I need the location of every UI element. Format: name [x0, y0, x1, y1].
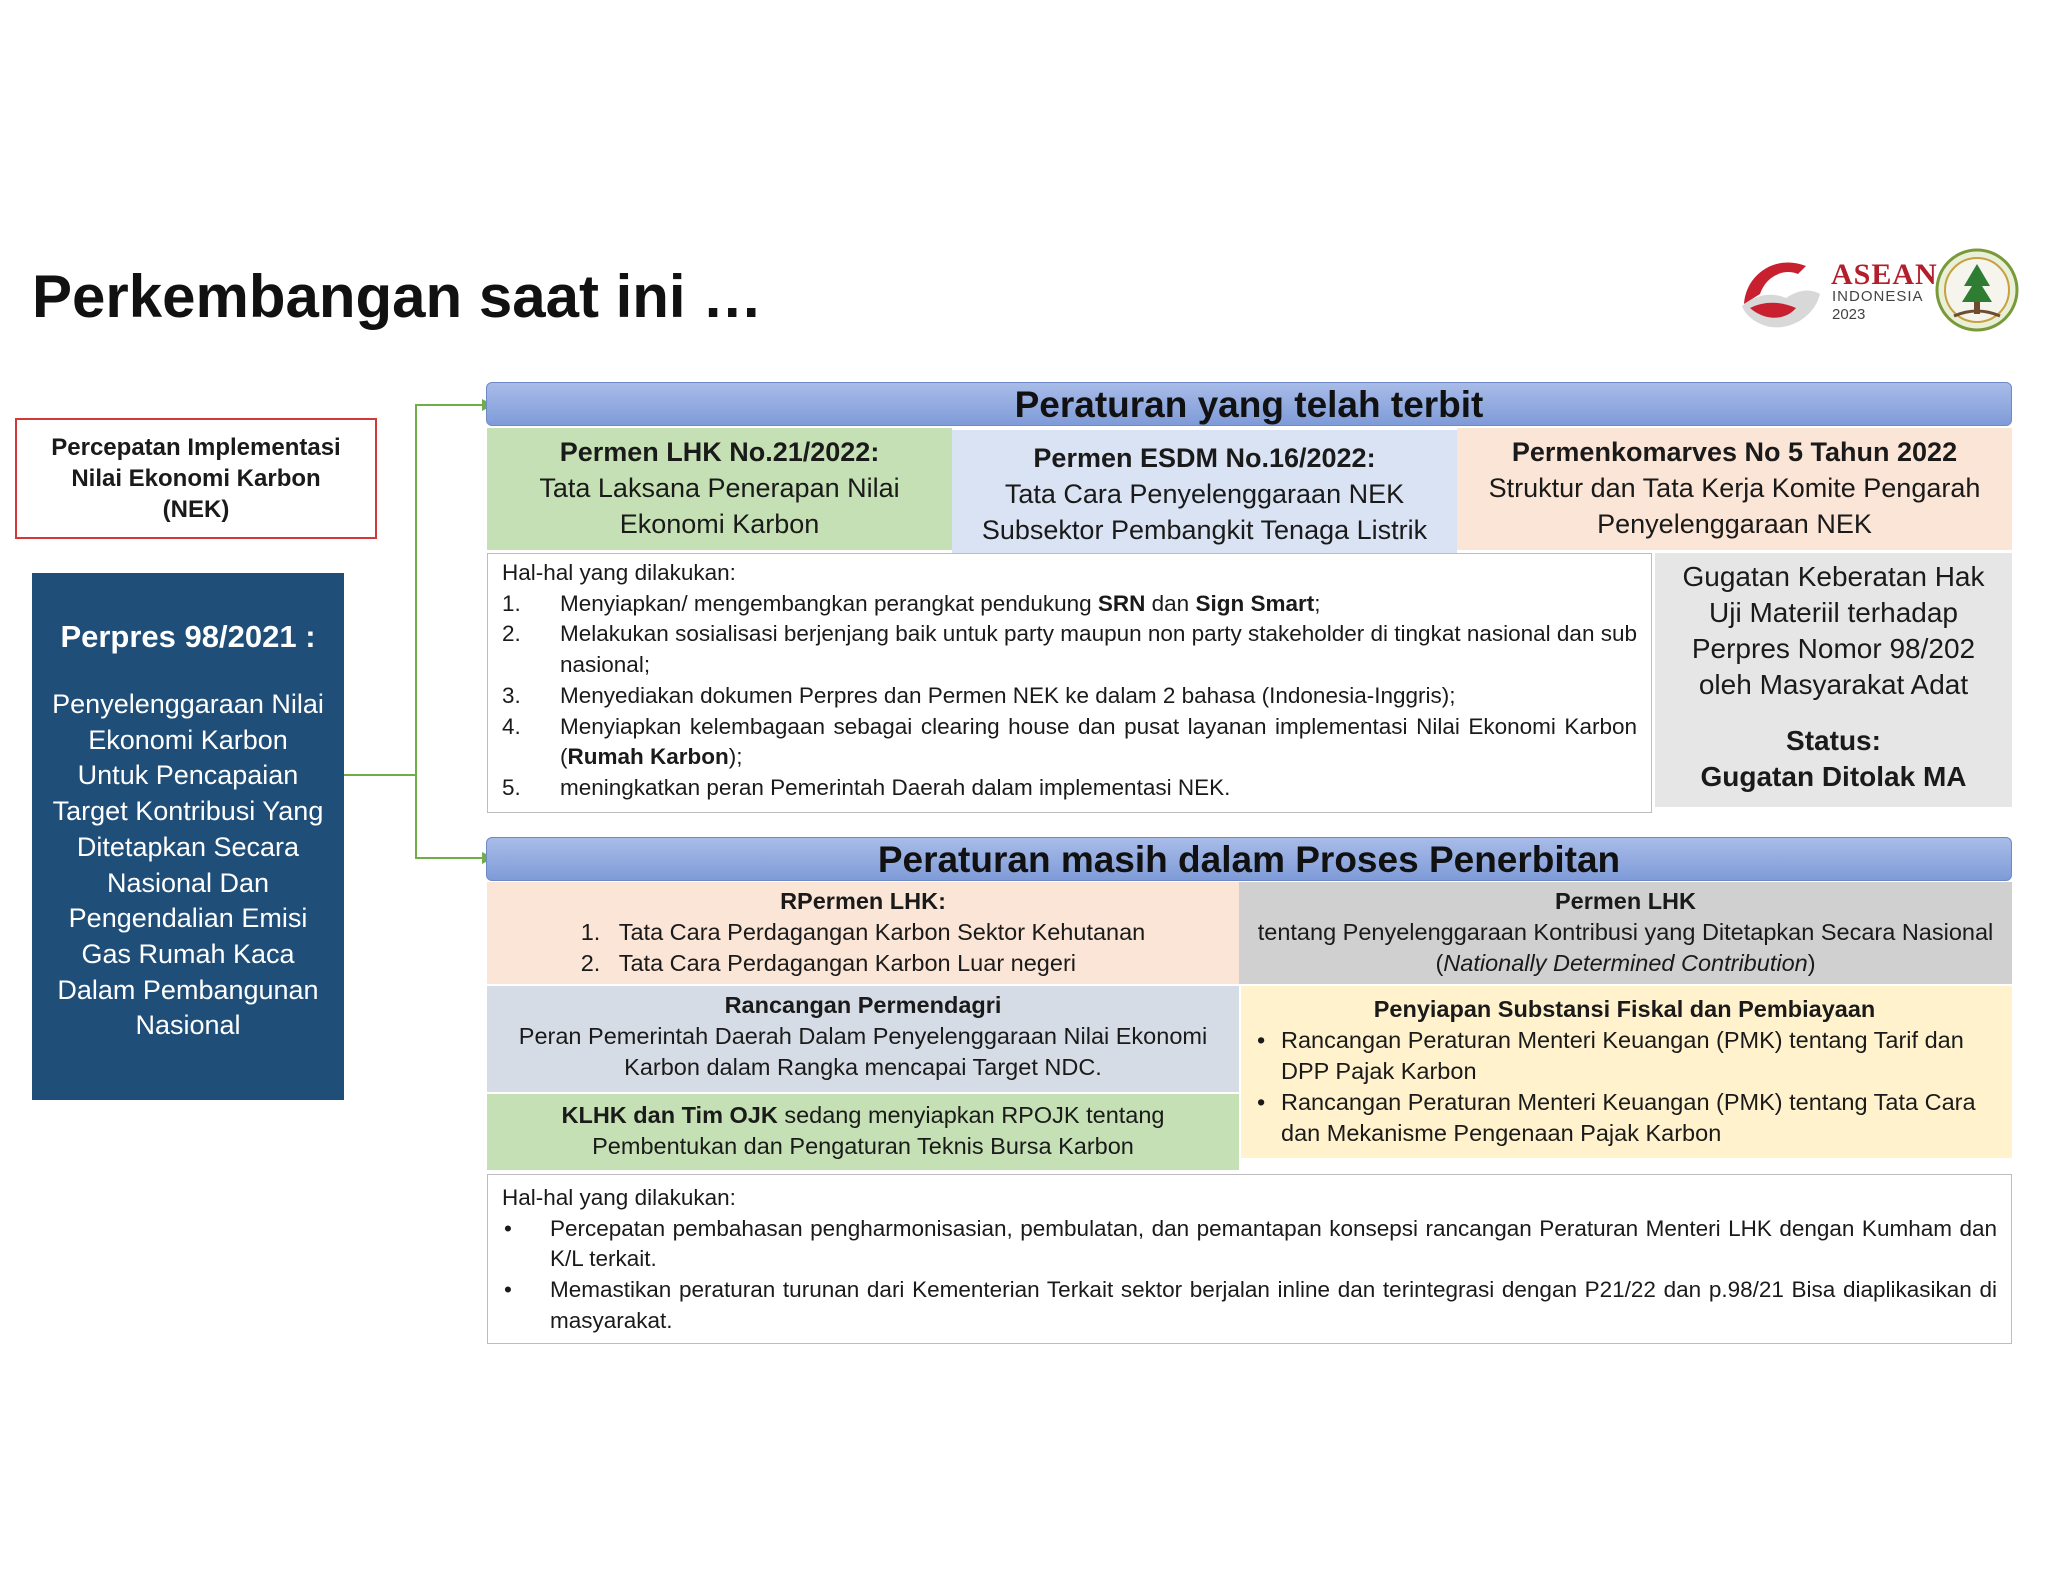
permen-esdm-16-cell [952, 430, 1457, 556]
list-item: • Rancangan Peraturan Menteri Keuangan (PMK) tentang Tata Cara dan Mekanisme Pengenaan Pajak Karbon [1251, 1087, 1998, 1149]
permenkomarves-5-cell [1457, 428, 2012, 550]
list-item: 1. Tata Cara Perdagangan Karbon Sektor Kehutanan [580, 919, 1146, 945]
list-item: 2. Tata Cara Perdagangan Karbon Luar negeri [580, 950, 1076, 976]
logo-year-text: 2023 [1832, 306, 1866, 323]
gugatan-status-label: Status: [1786, 725, 1881, 756]
list-item: 2. Melakukan sosialisasi berjenjang baik untuk party maupun non party stakeholder di tingkat nasional dan sub nasional; [502, 621, 1637, 678]
issued-regulations-band: Peraturan yang telah terbit [486, 382, 2012, 426]
list-item: 5. meningkatkan peran Pemerintah Daerah dalam implementasi NEK. [502, 774, 1231, 800]
fiskal-cell [1241, 986, 2012, 1158]
klhk-emblem-icon [1934, 246, 2020, 336]
logo-country-text: INDONESIA [1832, 288, 1924, 305]
permenkomarves-5-body: Struktur dan Tata Kerja Komite Pengarah Penyelenggaraan NEK [1488, 473, 1981, 539]
rpermen-lhk-cell [487, 882, 1239, 984]
page-title: Perkembangan saat ini … [32, 263, 763, 330]
permendagri-body: Peran Pemerintah Daerah Dalam Penyelenggaraan Nilai Ekonomi Karbon dalam Rangka mencapai Target NDC. [518, 1023, 1208, 1080]
rpermen-lhk-heading: RPermen LHK: [780, 888, 946, 914]
gugatan-box [1655, 553, 2012, 807]
logo-asean-text: ASEAN [1831, 258, 1938, 291]
process-actions-box [487, 1174, 2012, 1344]
permen-lhk-ndc-cell [1239, 882, 2012, 984]
permen-lhk-ndc-line2: (Nationally Determined Contribution) [1435, 950, 1816, 976]
permen-lhk-21-heading: Permen LHK No.21/2022: [559, 437, 880, 467]
process-actions-list [502, 1214, 1997, 1337]
gugatan-status-value: Gugatan Ditolak MA [1700, 761, 1967, 792]
fiskal-list [1251, 1025, 1998, 1149]
permen-esdm-16-body: Tata Cara Penyelenggaraan NEK Subsektor Pembangkit Tenaga Listrik [981, 479, 1428, 545]
nek-acceleration-box [15, 418, 377, 539]
issued-actions-box [487, 553, 1652, 813]
issued-actions-title: Hal-hal yang dilakukan: [502, 560, 736, 585]
permen-lhk-21-cell [487, 428, 952, 550]
nek-acceleration-text: Percepatan Implementasi Nilai Ekonomi Karbon (NEK) [51, 434, 341, 523]
list-item: • Percepatan pembahasan pengharmonisasian, pembulatan, dan pemantapan konsepsi rancangan Peraturan Menteri LHK dengan Kumham dan K/L terkait. [504, 1215, 1997, 1272]
permendagri-heading: Rancangan Permendagri [724, 992, 1002, 1018]
permendagri-cell [487, 986, 1239, 1092]
list-item: • Rancangan Peraturan Menteri Keuangan (PMK) tentang Tarif dan DPP Pajak Karbon [1251, 1025, 1998, 1087]
process-regulations-band: Peraturan masih dalam Proses Penerbitan [486, 837, 2012, 881]
perpres-heading: Perpres 98/2021 : [60, 619, 316, 654]
connector-arrows [344, 390, 494, 870]
rpermen-lhk-list [581, 917, 1146, 979]
list-item: 4. Menyiapkan kelembagaan sebagai clearing house dan pusat layanan implementasi Nilai Ekonomi Karbon (Rumah Karbon); [502, 713, 1637, 770]
list-item: 1. Menyiapkan/ mengembangkan perangkat pendukung SRN dan Sign Smart; [502, 590, 1321, 616]
ojk-text: KLHK dan Tim OJK sedang menyiapkan RPOJK tentang Pembentukan dan Pengaturan Teknis Bursa Karbon [561, 1102, 1165, 1159]
list-item: 3. Menyediakan dokumen Perpres dan Permen NEK ke dalam 2 bahasa (Indonesia-Inggris); [502, 682, 1456, 708]
perpres-body: Penyelenggaraan Nilai Ekonomi Karbon Untuk Pencapaian Target Kontribusi Yang Ditetapkan Secara Nasional Dan Pengendalian Emisi Gas Rumah Kaca Dalam Pembangunan Nasional [52, 689, 324, 1041]
asean-mountain-emblem-icon [1736, 244, 1826, 340]
permen-lhk-ndc-line1: tentang Penyelenggaraan Kontribusi yang Ditetapkan Secara Nasional [1257, 919, 1994, 945]
ojk-cell [487, 1094, 1239, 1170]
permenkomarves-5-heading: Permenkomarves No 5 Tahun 2022 [1511, 437, 1958, 467]
issued-actions-list [502, 589, 1637, 804]
process-actions-title: Hal-hal yang dilakukan: [502, 1185, 736, 1210]
fiskal-heading: Penyiapan Substansi Fiskal dan Pembiayaan [1373, 996, 1876, 1022]
permen-lhk-21-body: Tata Laksana Penerapan Nilai Ekonomi Karbon [539, 473, 900, 539]
list-item: • Memastikan peraturan turunan dari Kementerian Terkait sektor berjalan inline dan terintegrasi dengan P21/22 dan p.98/21 Bisa diaplikasikan di masyarakat. [504, 1277, 1997, 1333]
permen-lhk-ndc-heading: Permen LHK [1554, 888, 1697, 914]
asean-indonesia-logo [1736, 244, 2020, 340]
perpres-box [32, 573, 344, 1100]
permen-esdm-16-heading: Permen ESDM No.16/2022: [1033, 443, 1376, 473]
gugatan-body: Gugatan Keberatan Hak Uji Materiil terhadap Perpres Nomor 98/202 oleh Masyarakat Adat [1682, 561, 1985, 700]
